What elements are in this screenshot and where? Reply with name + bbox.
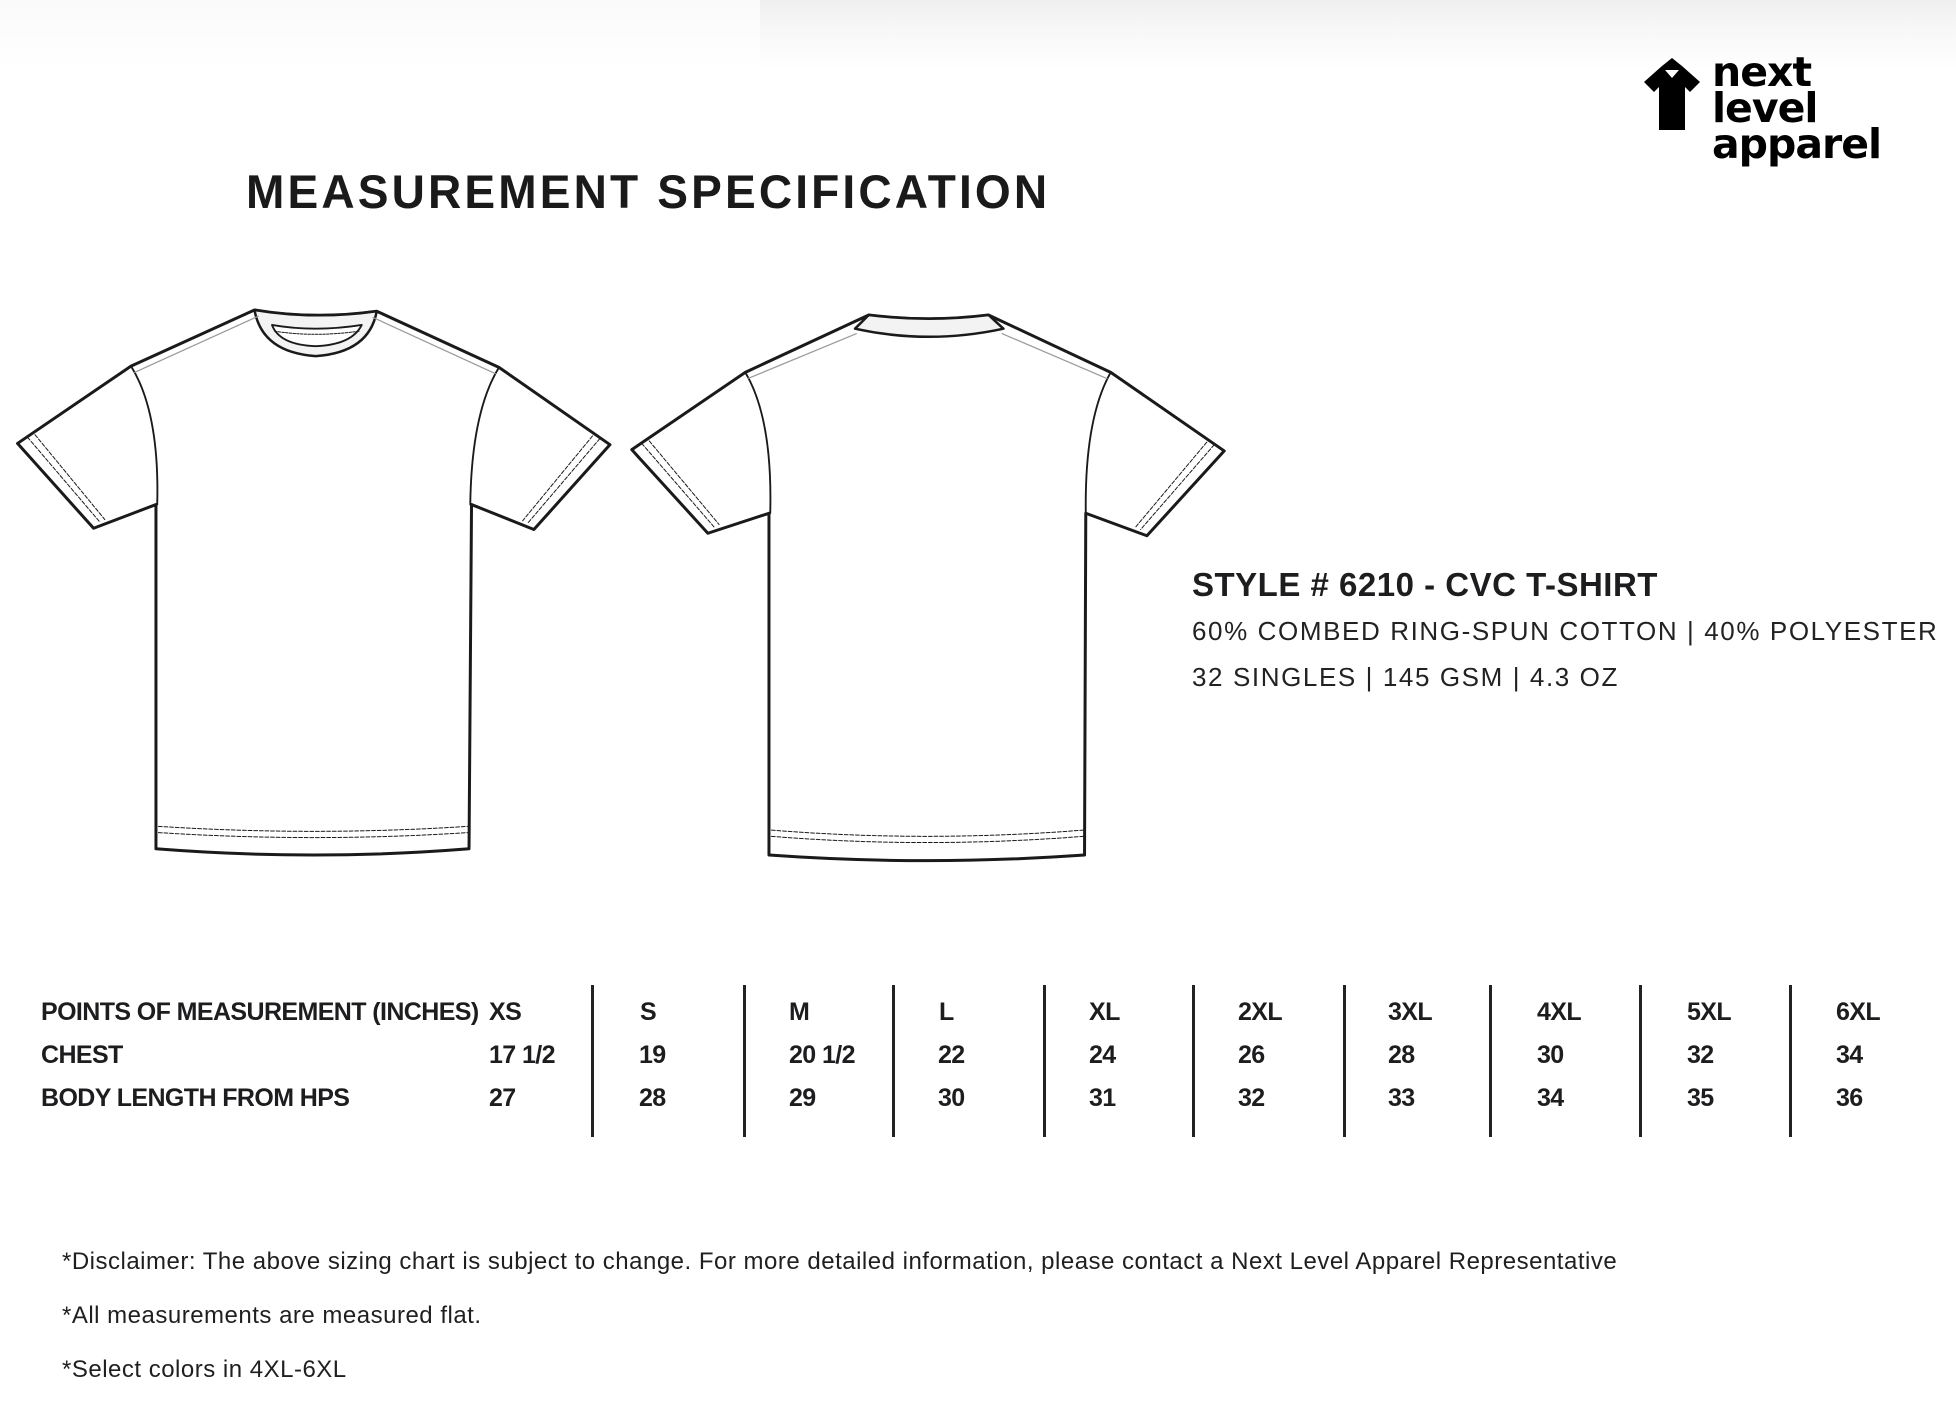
table-cell: 24 xyxy=(1089,1041,1116,1069)
table-cell: 26 xyxy=(1238,1041,1265,1069)
product-info xyxy=(1192,566,1938,708)
table-cell: 33 xyxy=(1388,1084,1415,1112)
column-divider xyxy=(1489,985,1492,1137)
size-header-5xl: 5XL xyxy=(1687,998,1732,1026)
fabric-composition: 60% COMBED RING-SPUN COTTON | 40% POLYESTER xyxy=(1192,616,1939,646)
table-cell: 32 xyxy=(1687,1041,1714,1069)
table-header-label: POINTS OF MEASUREMENT (INCHES) xyxy=(41,998,479,1026)
t-shirt-front-illustration xyxy=(0,300,620,870)
table-cell: 28 xyxy=(639,1084,666,1112)
table-cell: 30 xyxy=(938,1084,965,1112)
table-cell: 35 xyxy=(1687,1084,1714,1112)
table-cell: 30 xyxy=(1537,1041,1564,1069)
table-cell: 34 xyxy=(1537,1084,1564,1112)
fabric-details: 32 SINGLES | 145 GSM | 4.3 OZ xyxy=(1192,662,1619,692)
brand-logo-line2: apparel xyxy=(1712,120,1882,168)
table-cell: 20 1/2 xyxy=(789,1041,855,1069)
column-divider xyxy=(591,985,594,1137)
table-cell: 36 xyxy=(1836,1084,1863,1112)
page-title: MEASUREMENT SPECIFICATION xyxy=(246,165,1051,218)
top-shade-left xyxy=(0,0,760,70)
size-header-xs: XS xyxy=(489,998,522,1026)
brand-logo-line1: next level xyxy=(1712,48,1818,132)
row-label-body-length: BODY LENGTH FROM HPS xyxy=(41,1084,350,1112)
table-cell: 22 xyxy=(938,1041,965,1069)
table-cell: 27 xyxy=(489,1084,516,1112)
table-cell: 28 xyxy=(1388,1041,1415,1069)
measurement-table xyxy=(0,980,1956,1140)
disclaimer-notes xyxy=(62,1248,1617,1410)
t-shirt-back-illustration xyxy=(618,300,1238,870)
column-divider xyxy=(1192,985,1195,1137)
row-label-chest: CHEST xyxy=(41,1041,123,1069)
size-header-6xl: 6XL xyxy=(1836,998,1881,1026)
table-cell: 31 xyxy=(1089,1084,1116,1112)
disclaimer-note: *Disclaimer: The above sizing chart is subject to change. For more detailed information, please contact a Next Level Apparel Representative xyxy=(62,1248,1618,1275)
column-divider xyxy=(1343,985,1346,1137)
style-title: STYLE # 6210 - CVC T-SHIRT xyxy=(1192,566,1658,603)
column-divider xyxy=(1043,985,1046,1137)
size-header-4xl: 4XL xyxy=(1537,998,1582,1026)
column-divider xyxy=(743,985,746,1137)
size-header-m: M xyxy=(789,998,810,1026)
brand-logo-text xyxy=(1712,48,1917,168)
column-divider xyxy=(892,985,895,1137)
size-header-3xl: 3XL xyxy=(1388,998,1433,1026)
table-cell: 17 1/2 xyxy=(489,1041,555,1069)
measured-flat-note: *All measurements are measured flat. xyxy=(62,1302,482,1329)
size-header-s: S xyxy=(640,998,657,1026)
table-cell: 19 xyxy=(639,1041,666,1069)
size-header-2xl: 2XL xyxy=(1238,998,1283,1026)
size-header-xl: XL xyxy=(1089,998,1120,1026)
table-cell: 29 xyxy=(789,1084,816,1112)
tshirt-icon xyxy=(1642,56,1702,132)
table-cell: 32 xyxy=(1238,1084,1265,1112)
brand-logo xyxy=(1642,48,1917,168)
table-cell: 34 xyxy=(1836,1041,1863,1069)
size-header-l: L xyxy=(939,998,954,1026)
column-divider xyxy=(1789,985,1792,1137)
select-colors-note: *Select colors in 4XL-6XL xyxy=(62,1356,347,1383)
column-divider xyxy=(1639,985,1642,1137)
